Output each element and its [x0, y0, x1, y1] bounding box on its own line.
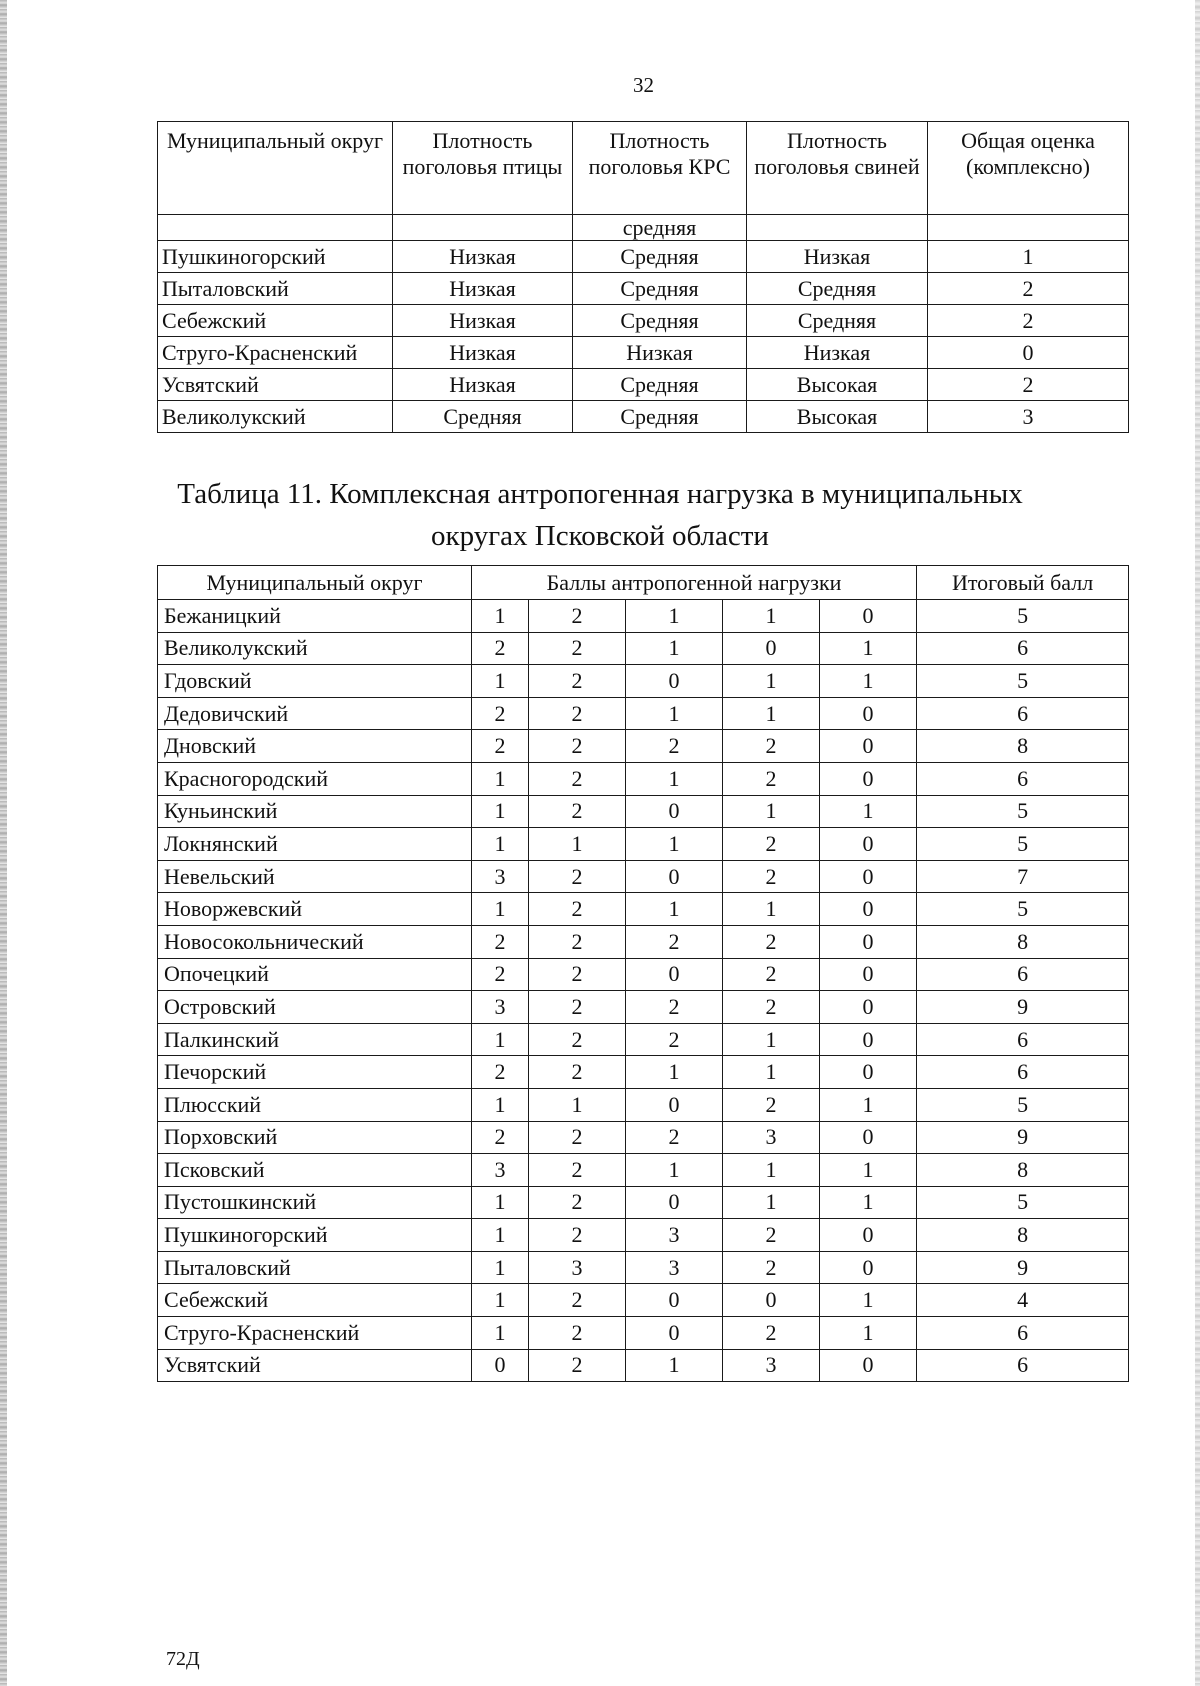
district-name-cell: Палкинский — [158, 1023, 472, 1056]
value-cell: Низкая — [393, 337, 573, 369]
district-name-cell: Струго-Красненский — [158, 337, 393, 369]
value-cell: 0 — [820, 1349, 917, 1382]
value-cell: 2 — [928, 369, 1129, 401]
value-cell: 2 — [529, 1154, 626, 1187]
value-cell: 3 — [626, 1251, 723, 1284]
district-name-cell: Опочецкий — [158, 958, 472, 991]
table-row — [158, 1056, 1129, 1089]
table-row — [158, 925, 1129, 958]
value-cell: 0 — [820, 991, 917, 1024]
value-cell: 6 — [917, 1023, 1129, 1056]
value-cell: 2 — [723, 860, 820, 893]
table-row — [158, 795, 1129, 828]
value-cell: 2 — [472, 925, 529, 958]
value-cell: 6 — [917, 958, 1129, 991]
value-cell: 5 — [917, 1186, 1129, 1219]
value-cell: 1 — [626, 1056, 723, 1089]
scan-edge-right — [1195, 0, 1200, 1686]
value-cell: 5 — [917, 893, 1129, 926]
value-cell: 6 — [917, 1349, 1129, 1382]
table-row — [158, 1121, 1129, 1154]
table-caption — [0, 473, 1200, 557]
value-cell: 2 — [472, 697, 529, 730]
value-cell: 3 — [472, 860, 529, 893]
value-cell: 0 — [820, 1121, 917, 1154]
value-cell: 2 — [472, 1056, 529, 1089]
value-cell: 2 — [723, 1088, 820, 1121]
district-name-cell: Островский — [158, 991, 472, 1024]
value-cell: Низкая — [393, 241, 573, 273]
value-cell: 1 — [472, 1219, 529, 1252]
value-cell: 0 — [626, 665, 723, 698]
value-cell: 2 — [529, 730, 626, 763]
value-cell: 2 — [723, 958, 820, 991]
value-cell: Средняя — [573, 241, 747, 273]
value-cell: 0 — [820, 1056, 917, 1089]
value-cell: 2 — [472, 632, 529, 665]
value-cell: Средняя — [573, 401, 747, 433]
district-name-cell: Усвятский — [158, 369, 393, 401]
value-cell: 1 — [529, 1088, 626, 1121]
table-row — [158, 860, 1129, 893]
value-cell: 3 — [928, 401, 1129, 433]
table-row — [158, 305, 1129, 337]
value-cell: 1 — [626, 828, 723, 861]
value-cell: 1 — [472, 600, 529, 633]
value-cell: 0 — [820, 958, 917, 991]
table-row — [158, 273, 1129, 305]
district-name-cell: Красногородский — [158, 762, 472, 795]
value-cell: 2 — [472, 730, 529, 763]
value-cell: 2 — [626, 1121, 723, 1154]
table-row — [158, 665, 1129, 698]
value-cell: 6 — [917, 632, 1129, 665]
value-cell: 2 — [723, 991, 820, 1024]
value-cell: 2 — [529, 762, 626, 795]
value-cell: 0 — [820, 860, 917, 893]
value-cell: 1 — [626, 1349, 723, 1382]
value-cell: 1 — [820, 1088, 917, 1121]
table-row — [158, 1088, 1129, 1121]
value-cell: Высокая — [747, 369, 928, 401]
table-row — [158, 893, 1129, 926]
value-cell: 1 — [820, 665, 917, 698]
value-cell: 3 — [723, 1349, 820, 1382]
value-cell: 1 — [723, 1023, 820, 1056]
value-cell: 5 — [917, 828, 1129, 861]
value-cell: 1 — [472, 1251, 529, 1284]
value-cell: 5 — [917, 1088, 1129, 1121]
value-cell: 2 — [723, 730, 820, 763]
table-row — [158, 632, 1129, 665]
value-cell: 1 — [472, 665, 529, 698]
value-cell: 2 — [529, 925, 626, 958]
district-name-cell — [158, 215, 393, 241]
value-cell: 2 — [529, 958, 626, 991]
table-header-row — [158, 566, 1129, 600]
table-row — [158, 1219, 1129, 1252]
value-cell: 1 — [928, 241, 1129, 273]
district-name-cell: Новосокольнический — [158, 925, 472, 958]
livestock-density-table — [157, 121, 1129, 433]
district-name-cell: Печорский — [158, 1056, 472, 1089]
value-cell: 1 — [723, 665, 820, 698]
value-cell: 5 — [917, 600, 1129, 633]
value-cell: 0 — [820, 1219, 917, 1252]
value-cell: 2 — [529, 600, 626, 633]
value-cell: 1 — [472, 1088, 529, 1121]
value-cell: 2 — [723, 1219, 820, 1252]
district-name-cell: Струго-Красненский — [158, 1317, 472, 1350]
table-row — [158, 337, 1129, 369]
column-header: Общая оценка (комплексно) — [928, 122, 1129, 215]
value-cell: 5 — [917, 665, 1129, 698]
district-name-cell: Великолукский — [158, 401, 393, 433]
value-cell: Низкая — [747, 337, 928, 369]
value-cell: 8 — [917, 925, 1129, 958]
value-cell: 1 — [626, 632, 723, 665]
district-name-cell: Усвятский — [158, 1349, 472, 1382]
scan-edge-left — [0, 0, 7, 1686]
table-row — [158, 1251, 1129, 1284]
column-header: Плотность поголовья КРС — [573, 122, 747, 215]
value-cell: 1 — [472, 1317, 529, 1350]
value-cell: 1 — [472, 762, 529, 795]
value-cell: 1 — [820, 1317, 917, 1350]
value-cell: 1 — [626, 893, 723, 926]
value-cell: 1 — [472, 795, 529, 828]
value-cell: Низкая — [573, 337, 747, 369]
value-cell: Низкая — [393, 305, 573, 337]
value-cell: 0 — [626, 958, 723, 991]
table-row — [158, 1186, 1129, 1219]
value-cell: 2 — [529, 860, 626, 893]
column-header: Итоговый балл — [917, 566, 1129, 600]
value-cell: Средняя — [573, 369, 747, 401]
value-cell: 0 — [820, 828, 917, 861]
value-cell: 2 — [529, 1219, 626, 1252]
value-cell: 3 — [472, 1154, 529, 1187]
value-cell: 2 — [626, 991, 723, 1024]
district-name-cell: Невельский — [158, 860, 472, 893]
value-cell: средняя — [573, 215, 747, 241]
value-cell: 8 — [917, 1154, 1129, 1187]
value-cell: 2 — [529, 795, 626, 828]
value-cell: 3 — [723, 1121, 820, 1154]
page-number: 32 — [633, 73, 654, 97]
value-cell: 0 — [626, 1317, 723, 1350]
value-cell: 1 — [472, 1023, 529, 1056]
value-cell: 0 — [928, 337, 1129, 369]
value-cell: 1 — [820, 632, 917, 665]
value-cell: 6 — [917, 1056, 1129, 1089]
value-cell: 0 — [723, 632, 820, 665]
value-cell: 1 — [472, 1284, 529, 1317]
table-row — [158, 1154, 1129, 1187]
table-row — [158, 369, 1129, 401]
value-cell: 1 — [626, 762, 723, 795]
value-cell: 1 — [723, 1056, 820, 1089]
district-name-cell: Псковский — [158, 1154, 472, 1187]
value-cell: 6 — [917, 762, 1129, 795]
value-cell: 0 — [820, 730, 917, 763]
value-cell: 2 — [529, 1349, 626, 1382]
value-cell: 8 — [917, 730, 1129, 763]
table-row — [158, 401, 1129, 433]
value-cell: 2 — [529, 632, 626, 665]
column-header: Плотность поголовья свиней — [747, 122, 928, 215]
value-cell: 2 — [723, 762, 820, 795]
value-cell: 0 — [723, 1284, 820, 1317]
value-cell: 2 — [626, 925, 723, 958]
value-cell: 7 — [917, 860, 1129, 893]
value-cell: 0 — [820, 697, 917, 730]
value-cell: 1 — [529, 828, 626, 861]
value-cell: 1 — [723, 795, 820, 828]
district-name-cell: Порховский — [158, 1121, 472, 1154]
district-name-cell: Пушкиногорский — [158, 241, 393, 273]
value-cell: Средняя — [573, 273, 747, 305]
value-cell: Низкая — [393, 369, 573, 401]
value-cell: 3 — [472, 991, 529, 1024]
district-name-cell: Куньинский — [158, 795, 472, 828]
district-name-cell: Дедовичский — [158, 697, 472, 730]
table-row — [158, 1284, 1129, 1317]
value-cell: 1 — [626, 697, 723, 730]
district-name-cell: Гдовский — [158, 665, 472, 698]
value-cell: 0 — [820, 893, 917, 926]
value-cell: 1 — [820, 795, 917, 828]
value-cell: 2 — [723, 1317, 820, 1350]
value-cell: 1 — [723, 600, 820, 633]
district-name-cell: Пустошкинский — [158, 1186, 472, 1219]
value-cell: Средняя — [747, 305, 928, 337]
table-header-row — [158, 122, 1129, 215]
table-row — [158, 1349, 1129, 1382]
value-cell: 3 — [529, 1251, 626, 1284]
value-cell: 0 — [820, 762, 917, 795]
district-name-cell: Плюсский — [158, 1088, 472, 1121]
value-cell: 2 — [928, 273, 1129, 305]
value-cell: 2 — [529, 665, 626, 698]
value-cell: 1 — [820, 1154, 917, 1187]
table-row — [158, 828, 1129, 861]
value-cell: Средняя — [747, 273, 928, 305]
value-cell: 1 — [820, 1284, 917, 1317]
value-cell: 2 — [529, 991, 626, 1024]
value-cell: 1 — [472, 893, 529, 926]
anthropogenic-load-table — [157, 565, 1129, 1382]
value-cell — [747, 215, 928, 241]
value-cell: 0 — [820, 1023, 917, 1056]
caption-line: Таблица 11. Комплексная антропогенная нагрузка в муниципальных — [177, 478, 1023, 510]
value-cell: 2 — [529, 1023, 626, 1056]
table-row — [158, 730, 1129, 763]
value-cell: 2 — [529, 893, 626, 926]
district-name-cell: Локнянский — [158, 828, 472, 861]
value-cell: 2 — [529, 1056, 626, 1089]
value-cell: Средняя — [393, 401, 573, 433]
value-cell: Средняя — [573, 305, 747, 337]
value-cell: Низкая — [393, 273, 573, 305]
value-cell: 2 — [723, 1251, 820, 1284]
district-name-cell: Великолукский — [158, 632, 472, 665]
value-cell: 1 — [820, 1186, 917, 1219]
value-cell: 2 — [626, 1023, 723, 1056]
value-cell: 0 — [820, 1251, 917, 1284]
district-name-cell: Новоржевский — [158, 893, 472, 926]
value-cell: 1 — [472, 828, 529, 861]
value-cell: 0 — [820, 600, 917, 633]
table-row — [158, 215, 1129, 241]
value-cell: 6 — [917, 697, 1129, 730]
value-cell: 9 — [917, 991, 1129, 1024]
value-cell: 8 — [917, 1219, 1129, 1252]
value-cell: 5 — [917, 795, 1129, 828]
district-name-cell: Пыталовский — [158, 1251, 472, 1284]
table-row — [158, 762, 1129, 795]
value-cell: 0 — [626, 1088, 723, 1121]
value-cell: 1 — [723, 1154, 820, 1187]
value-cell: 9 — [917, 1251, 1129, 1284]
value-cell: 1 — [626, 1154, 723, 1187]
value-cell: 0 — [626, 795, 723, 828]
caption-line: округах Псковской области — [431, 520, 769, 552]
value-cell: 2 — [529, 697, 626, 730]
district-name-cell: Дновский — [158, 730, 472, 763]
value-cell: 0 — [626, 1186, 723, 1219]
value-cell: 1 — [472, 1186, 529, 1219]
district-name-cell: Пушкиногорский — [158, 1219, 472, 1252]
value-cell — [928, 215, 1129, 241]
column-header: Плотность поголовья птицы — [393, 122, 573, 215]
district-name-cell: Бежаницкий — [158, 600, 472, 633]
value-cell: 1 — [723, 893, 820, 926]
value-cell: 4 — [917, 1284, 1129, 1317]
value-cell: 2 — [529, 1284, 626, 1317]
value-cell: 2 — [529, 1121, 626, 1154]
table-row — [158, 241, 1129, 273]
table-row — [158, 958, 1129, 991]
value-cell: 0 — [472, 1349, 529, 1382]
value-cell: 2 — [472, 958, 529, 991]
table-row — [158, 697, 1129, 730]
value-cell: 1 — [723, 697, 820, 730]
value-cell: 2 — [626, 730, 723, 763]
value-cell: 0 — [820, 925, 917, 958]
value-cell: 0 — [626, 1284, 723, 1317]
table-row — [158, 1317, 1129, 1350]
column-header: Муниципальный округ — [158, 122, 393, 215]
value-cell: 2 — [529, 1317, 626, 1350]
district-name-cell: Пыталовский — [158, 273, 393, 305]
value-cell: 2 — [723, 828, 820, 861]
value-cell: 2 — [723, 925, 820, 958]
value-cell: 2 — [529, 1186, 626, 1219]
value-cell: 3 — [626, 1219, 723, 1252]
table-row — [158, 1023, 1129, 1056]
district-name-cell: Себежский — [158, 1284, 472, 1317]
table-row — [158, 991, 1129, 1024]
column-header: Баллы антропогенной нагрузки — [472, 566, 917, 600]
value-cell: 2 — [928, 305, 1129, 337]
value-cell: 0 — [626, 860, 723, 893]
value-cell: 9 — [917, 1121, 1129, 1154]
table-row — [158, 600, 1129, 633]
value-cell: 6 — [917, 1317, 1129, 1350]
value-cell: Высокая — [747, 401, 928, 433]
column-header: Муниципальный округ — [158, 566, 472, 600]
value-cell: Низкая — [747, 241, 928, 273]
value-cell: 2 — [472, 1121, 529, 1154]
value-cell: 1 — [626, 600, 723, 633]
value-cell — [393, 215, 573, 241]
value-cell: 1 — [723, 1186, 820, 1219]
document-code: 72Д — [166, 1648, 200, 1670]
district-name-cell: Себежский — [158, 305, 393, 337]
